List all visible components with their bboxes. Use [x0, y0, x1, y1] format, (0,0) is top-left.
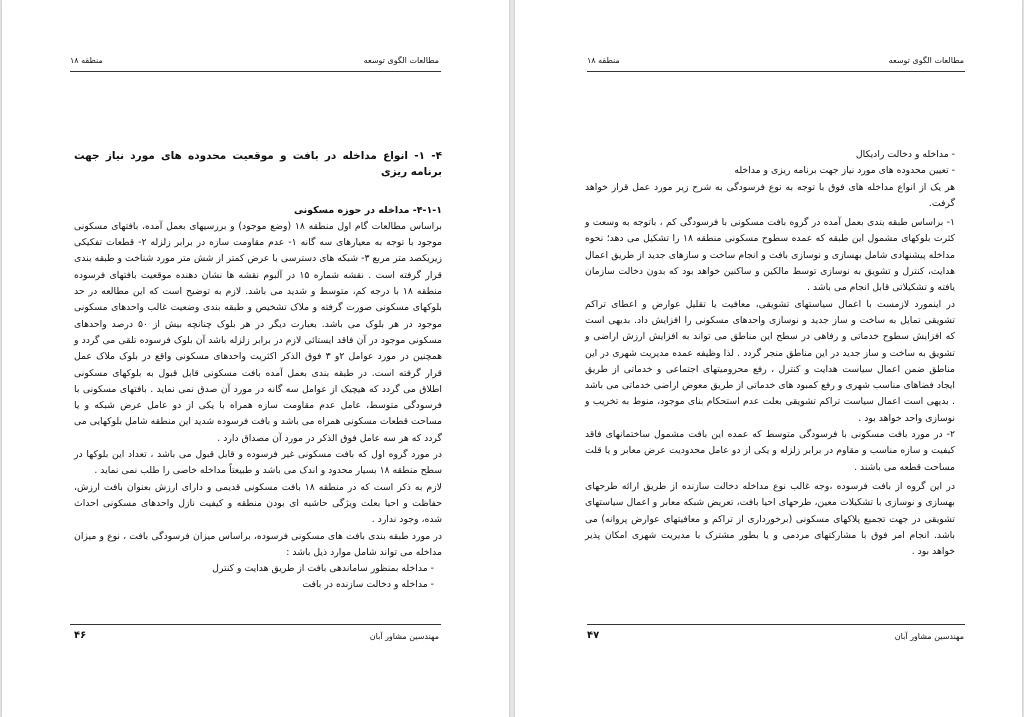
list-item: - مداخله بمنظور ساماندهی بافت از طریق هدایت و کنترل [212, 563, 434, 575]
page-body [585, 147, 955, 560]
page-body [74, 148, 442, 594]
subsection-title: ۴-۱-۱- مداخله در حوزه مسکونی [294, 204, 442, 216]
paragraph: در مورد طبقه بندی بافت های مسکونی فرسوده، براساس میزان فرسودگی بافت ، نوع و میزان مداخله می تواند شامل موارد ذیل باشد : [74, 530, 442, 558]
paragraph: در این گروه از بافت فرسوده ،وجه غالب نوع مداخله دخالت سازنده از طریق ارائه طرحهای بهسازی و نوسازی با تشکیلات معین، طرحهای احیا بافت، تعریض شبکه معابر و اعمال سیاستهای تشویقی در جهت تجمیع پلاکهای مسکونی (برخورداری از تراکم و معافیتهای عوارض پروانه) می باشد. انجام امر فوق با مشارکتهای مردمی و یا بطور مشترک با مدیریت شهری امکان پذیر خواهد بود . [585, 480, 955, 558]
paragraph: ۱- براساس طبقه بندی بعمل آمده در گروه بافت مسکونی با فرسودگی کم ، باتوجه به وسعت و کثرت بلوکهای مشمول این طبقه که عمده سطوح مسکونی منطقه ۱۸ را تشکیل می دهد؛ نحوه مداخله پیشنهادی شامل بهسازی و نوسازی بافت و انجام ساخت و سازهای جدید از طریق اعمال هدایت، کنترل و تشویق به نوسازی توسط مالکین و ساکنین خواهد بود که بدون دخالت سازمان یافته و تشکیلاتی قابل انجام می باشد . [585, 217, 955, 294]
header-rule [70, 71, 441, 72]
paragraph: ۲- در مورد بافت مسکونی با فرسودگی متوسط که عمده این بافت مشمول ساختمانهای فاقد کیفیت و سازه مناسب و مقاوم در برابر زلزله و یکی از دو عامل محدودیت عرض معابر و یا قلت مساحت قطعه می باشند . [585, 429, 955, 473]
list-item: - مداخله و دخالت سازنده در بافت [302, 579, 434, 591]
paragraph: در اینمورد لازمست با اعمال سیاستهای تشویقی، معافیت یا تقلیل عوارض و اعطای تراکم تشویقی تمایل به ساخت و ساز جدید و نوسازی واحدهای مسکونی را افزایش داد. بدیهی است که افزایش سطوح خدماتی و رفاهی در سطح این مناطق می تواند به افزایش ارزش اراضی و تشویق به ساخت و ساز جدید در این مناطق منجر گردد . لذا وظیفه عمده مدیریت شهری در این مناطق ضمن اعمال سیاست هدایت و کنترل ، رفع محرومیتهای اجتماعی و خدماتی از طریق ایجاد فضاهای مناسب شهری و رفع کمبود های خدماتی از طریق معوض اراضی خدماتی می باشد . بدیهی است اعمال سیاست تراکم تشویقی بعلت عدم استحکام بنای موجود، منوط به تخریب و نوسازی واحد خواهد بود . [585, 298, 955, 424]
header-region: منطقه ۱۸ [70, 56, 103, 65]
header-rule [587, 71, 965, 72]
list-item: - تعیین محدوده های مورد نیاز جهت برنامه ریزی و مداخله [734, 165, 955, 177]
paragraph: لازم به ذکر است که در منطقه ۱۸ بافت مسکونی قدیمی و دارای ارزش بعنوان بافت ارزش، حفاظت و احیا بعلت ویژگی حاشیه ای بودن منطقه و کیفیت نازل واحدهای مسکونی احداث شده، وجود ندارد . [74, 481, 442, 526]
paragraph: در مورد گروه اول که بافت مسکونی غیر فرسوده و قابل قبول می باشد ، تعداد این بلوکها در سطح منطقه ۱۸ بسیار محدود و اندک می باشد و طبیعتاً مداخله خاصی را طلب نمی نماید . [74, 449, 442, 477]
list-item: - مداخله و دخالت رادیکال [855, 149, 955, 160]
page-number: ۴۷ [587, 630, 600, 641]
paragraph: براساس مطالعات گام اول منطقه ۱۸ (وضع موجود) و بررسیهای بعمل آمده، بافتهای مسکونی موجود با توجه به معیارهای سه گانه ۱- عدم مقاومت سازه در برابر زلزله ۲- قطعات تفکیکی زیریکصد متر مربع ۳- شبکه های دسترسی با عرض کمتر از شش متر مورد شناخت و طبقه بندی قرار گرفته است . نقشه شماره ۱۵ در آلبوم نقشه ها نشان دهنده موقعیت بافتهای فرسوده منطقه ۱۸ با درجه کم، متوسط و شدید می باشد. لازم به توضیح است که این مطالعه در حد بلوکهای مسکونی صورت گرفته و ملاک تشخیص و طبقه بندی وضعیت غالب واحدهای مسکونی موجود در هر بلوک می باشد. بعبارت دیگر در هر بلوک چنانچه بیش از ۵۰ درصد واحدهای مسکونی موجود در آن فاقد ایستائی لازم در برابر زلزله باشد آن بلوک فرسوده تلقی می گردد و همچنین در مورد عوامل ۲و ۳ فوق الذکر اکثریت واحدهای مسکونی واقع در بلوک ملاک عمل قرار گرفته است. در طبقه بندی بعمل آمده بافت مسکونی قابل قبول به بلوکهای مسکونی اطلاق می گردد که هیچیک از عوامل سه گانه در مورد آن صدق نمی نماید . بافتهای مسکونی با فرسودگی متوسط، عامل عدم مقاومت سازه همراه با یکی از دو عامل عرض شبکه و یا مساحت قطعات مسکونی همراه می باشد و بافت فرسوده شدید این منطقه شامل بلوکهایی می گردد که هر سه عامل فوق الذکر در مورد آن مصداق دارد . [74, 220, 442, 444]
footer-text: مهندسین مشاور آبان [894, 632, 964, 641]
page-number: ۴۶ [74, 630, 87, 641]
section-title: ۴- ۱- انواع مداخله در بافت و موقعیت محدوده های مورد نیاز جهت برنامه ریزی [74, 150, 442, 179]
left-page [2, 0, 509, 717]
header-title: مطالعات الگوی توسعه [363, 56, 439, 65]
footer-rule [587, 624, 965, 625]
footer-text: مهندسین مشاور آبان [369, 632, 439, 641]
paragraph: هر یک از انواع مداخله های فوق با توجه به نوع فرسودگی به شرح زیر مورد عمل قرار خواهد گرفت. [585, 181, 955, 209]
header-region: منطقه ۱۸ [587, 56, 620, 65]
footer-rule [70, 624, 441, 625]
header-title: مطالعات الگوی توسعه [888, 56, 964, 65]
right-page [515, 0, 1022, 717]
